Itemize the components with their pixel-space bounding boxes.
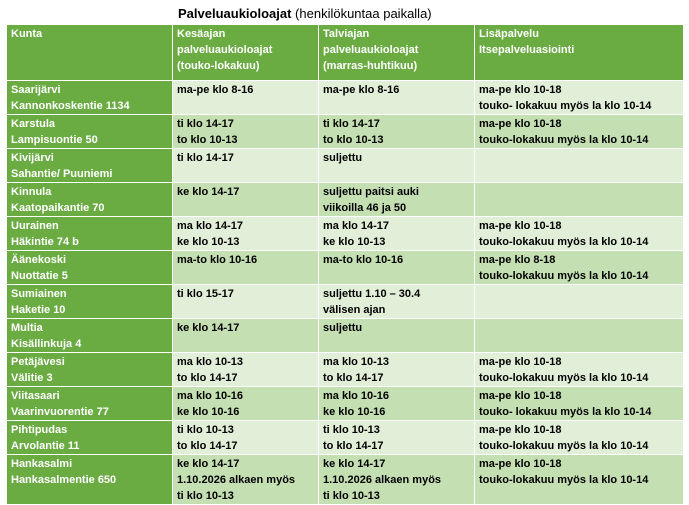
cell-line: Karstula [11, 118, 56, 130]
self-service-cell [475, 421, 684, 455]
cell-line: ke klo 14-17 [177, 458, 240, 470]
cell-line: Lisäpalvelu [479, 28, 539, 40]
cell-line: ti klo 10-13 [177, 490, 234, 502]
municipality-cell [7, 251, 173, 285]
municipality-cell [7, 421, 173, 455]
winter-hours-cell [319, 319, 475, 353]
summer-hours-cell [173, 149, 319, 183]
table-row [7, 285, 684, 319]
winter-hours-cell [319, 285, 475, 319]
cell-line: Sumiainen [11, 288, 67, 300]
header-row [7, 25, 684, 81]
municipality-cell [7, 353, 173, 387]
summer-hours-cell [173, 251, 319, 285]
cell-line: Välitie 3 [11, 372, 53, 384]
cell-line: suljettu 1.10 – 30.4 [323, 288, 421, 300]
cell-line: Kaatopaikantie 70 [11, 202, 105, 214]
winter-hours-cell [319, 421, 475, 455]
cell-line: ma klo 14-17 [177, 220, 244, 232]
self-service-cell [475, 319, 684, 353]
cell-line: Lampisuontie 50 [11, 134, 98, 146]
cell-line: ma-pe klo 8-16 [323, 84, 400, 96]
cell-line: Äänekoski [11, 254, 67, 266]
header-extra [475, 25, 684, 81]
cell-line: ma-pe klo 8-16 [177, 84, 254, 96]
cell-line: Kinnula [11, 186, 52, 198]
cell-line: ti klo 10-13 [323, 424, 380, 436]
opening-hours-table [6, 24, 684, 505]
cell-line: Pihtipudas [11, 424, 68, 436]
cell-line: ma-pe klo 10-18 [479, 390, 562, 402]
cell-line: touko-lokakuu myös la klo 10-14 [479, 440, 649, 452]
summer-hours-cell [173, 81, 319, 115]
header-winter [319, 25, 475, 81]
summer-hours-cell [173, 455, 319, 505]
table-row [7, 183, 684, 217]
table-row [7, 81, 684, 115]
cell-line: ma klo 14-17 [323, 220, 390, 232]
self-service-cell [475, 387, 684, 421]
cell-line: Saarijärvi [11, 84, 61, 96]
cell-line: Kannonkoskentie 1134 [11, 100, 130, 112]
table-row [7, 115, 684, 149]
table-row [7, 421, 684, 455]
table-row [7, 217, 684, 251]
cell-line: touko-lokakuu myös la klo 10-14 [479, 236, 649, 248]
cell-line: to klo 10-13 [323, 134, 384, 146]
cell-line: ma klo 10-13 [323, 356, 390, 368]
self-service-cell [475, 353, 684, 387]
cell-line: Talviajan [323, 28, 370, 40]
cell-line: Haketie 10 [11, 304, 66, 316]
cell-line: ma klo 10-16 [177, 390, 244, 402]
summer-hours-cell [173, 115, 319, 149]
cell-line: ti klo 15-17 [177, 288, 234, 300]
cell-line: ma-pe klo 10-18 [479, 84, 562, 96]
winter-hours-cell [319, 149, 475, 183]
table-row [7, 353, 684, 387]
header-summer [173, 25, 319, 81]
cell-line: (touko-lokakuu) [177, 60, 260, 72]
cell-line: suljettu [323, 322, 363, 334]
cell-line: ti klo 10-13 [323, 490, 380, 502]
summer-hours-cell [173, 421, 319, 455]
summer-hours-cell [173, 217, 319, 251]
cell-line: ke klo 10-13 [177, 236, 240, 248]
cell-line: ti klo 10-13 [177, 424, 234, 436]
self-service-cell [475, 455, 684, 505]
cell-line: ke klo 10-13 [323, 236, 386, 248]
table-body [7, 81, 684, 505]
municipality-cell [7, 81, 173, 115]
winter-hours-cell [319, 81, 475, 115]
self-service-cell [475, 251, 684, 285]
municipality-cell [7, 115, 173, 149]
summer-hours-cell [173, 319, 319, 353]
summer-hours-cell [173, 285, 319, 319]
cell-line: ti klo 14-17 [323, 118, 380, 130]
cell-line: Hankasalmentie 650 [11, 474, 117, 486]
cell-line: ke klo 14-17 [323, 458, 386, 470]
municipality-cell [7, 387, 173, 421]
cell-line: Häkintie 74 b [11, 236, 79, 248]
cell-line: to klo 14-17 [323, 372, 384, 384]
cell-line: ma-pe klo 10-18 [479, 118, 562, 130]
title-rest: (henkilökuntaa paikalla) [291, 6, 432, 21]
self-service-cell [475, 115, 684, 149]
cell-line: ma-pe klo 10-18 [479, 458, 562, 470]
cell-line: 1.10.2026 alkaen myös [177, 474, 296, 486]
cell-line: 1.10.2026 alkaen myös [323, 474, 442, 486]
winter-hours-cell [319, 353, 475, 387]
cell-line: ke klo 10-16 [177, 406, 240, 418]
table-row [7, 251, 684, 285]
cell-line: touko-lokakuu myös la klo 10-14 [479, 134, 649, 146]
page-title [178, 6, 432, 21]
cell-line: to klo 14-17 [177, 440, 238, 452]
municipality-cell [7, 285, 173, 319]
self-service-cell [475, 285, 684, 319]
winter-hours-cell [319, 251, 475, 285]
cell-line: ti klo 14-17 [177, 118, 234, 130]
cell-line: ti klo 14-17 [177, 152, 234, 164]
cell-line: ma-to klo 10-16 [323, 254, 404, 266]
cell-line: Vaarinvuorentie 77 [11, 406, 109, 418]
cell-line: Uurainen [11, 220, 59, 232]
self-service-cell [475, 149, 684, 183]
cell-line: to klo 10-13 [177, 134, 238, 146]
cell-line: ma-pe klo 8-18 [479, 254, 556, 266]
table-row [7, 149, 684, 183]
cell-line: Hankasalmi [11, 458, 73, 470]
cell-line: ke klo 14-17 [177, 186, 240, 198]
cell-line: touko- lokakuu myös la klo 10-14 [479, 406, 652, 418]
table-row [7, 455, 684, 505]
cell-line: Kesäajan [177, 28, 226, 40]
cell-line: viikoilla 46 ja 50 [323, 202, 407, 214]
table-row [7, 387, 684, 421]
cell-line: (marras-huhtikuu) [323, 60, 418, 72]
cell-line: ma klo 10-13 [177, 356, 244, 368]
winter-hours-cell [319, 115, 475, 149]
cell-line: ma-pe klo 10-18 [479, 356, 562, 368]
cell-line: Sahantie/ Puuniemi [11, 168, 113, 180]
cell-line: Multia [11, 322, 43, 334]
municipality-cell [7, 149, 173, 183]
cell-line: ma-pe klo 10-18 [479, 220, 562, 232]
cell-line: to klo 14-17 [323, 440, 384, 452]
title-bold: Palveluaukioloajat [178, 6, 292, 21]
cell-line: suljettu paitsi auki [323, 186, 419, 198]
cell-line: touko- lokakuu myös la klo 10-14 [479, 100, 652, 112]
cell-line: välisen ajan [323, 304, 386, 316]
cell-line: Viitasaari [11, 390, 60, 402]
cell-line: ke klo 14-17 [177, 322, 240, 334]
cell-line: Nuottatie 5 [11, 270, 68, 282]
municipality-cell [7, 183, 173, 217]
cell-line: Petäjävesi [11, 356, 65, 368]
cell-line: suljettu [323, 152, 363, 164]
municipality-cell [7, 217, 173, 251]
cell-line: ma-to klo 10-16 [177, 254, 258, 266]
cell-line: Kunta [11, 28, 43, 40]
cell-line: ma-pe klo 10-18 [479, 424, 562, 436]
summer-hours-cell [173, 183, 319, 217]
cell-line: Itsepalveluasiointi [479, 44, 575, 56]
winter-hours-cell [319, 217, 475, 251]
header-kunta [7, 25, 173, 81]
summer-hours-cell [173, 353, 319, 387]
table-row [7, 319, 684, 353]
cell-line: ke klo 10-16 [323, 406, 386, 418]
municipality-cell [7, 455, 173, 505]
cell-line: touko-lokakuu myös la klo 10-14 [479, 372, 649, 384]
winter-hours-cell [319, 183, 475, 217]
municipality-cell [7, 319, 173, 353]
cell-line: touko-lokakuu myös la klo 10-14 [479, 474, 649, 486]
self-service-cell [475, 81, 684, 115]
cell-line: Arvolantie 11 [11, 440, 80, 452]
self-service-cell [475, 183, 684, 217]
cell-line: touko-lokakuu myös la klo 10-14 [479, 270, 649, 282]
cell-line: palveluaukioloajat [177, 44, 273, 56]
cell-line: ma klo 10-16 [323, 390, 390, 402]
cell-line: Kisällinkuja 4 [11, 338, 82, 350]
cell-line: palveluaukioloajat [323, 44, 419, 56]
winter-hours-cell [319, 455, 475, 505]
self-service-cell [475, 217, 684, 251]
cell-line: Kivijärvi [11, 152, 54, 164]
winter-hours-cell [319, 387, 475, 421]
summer-hours-cell [173, 387, 319, 421]
cell-line: to klo 14-17 [177, 372, 238, 384]
